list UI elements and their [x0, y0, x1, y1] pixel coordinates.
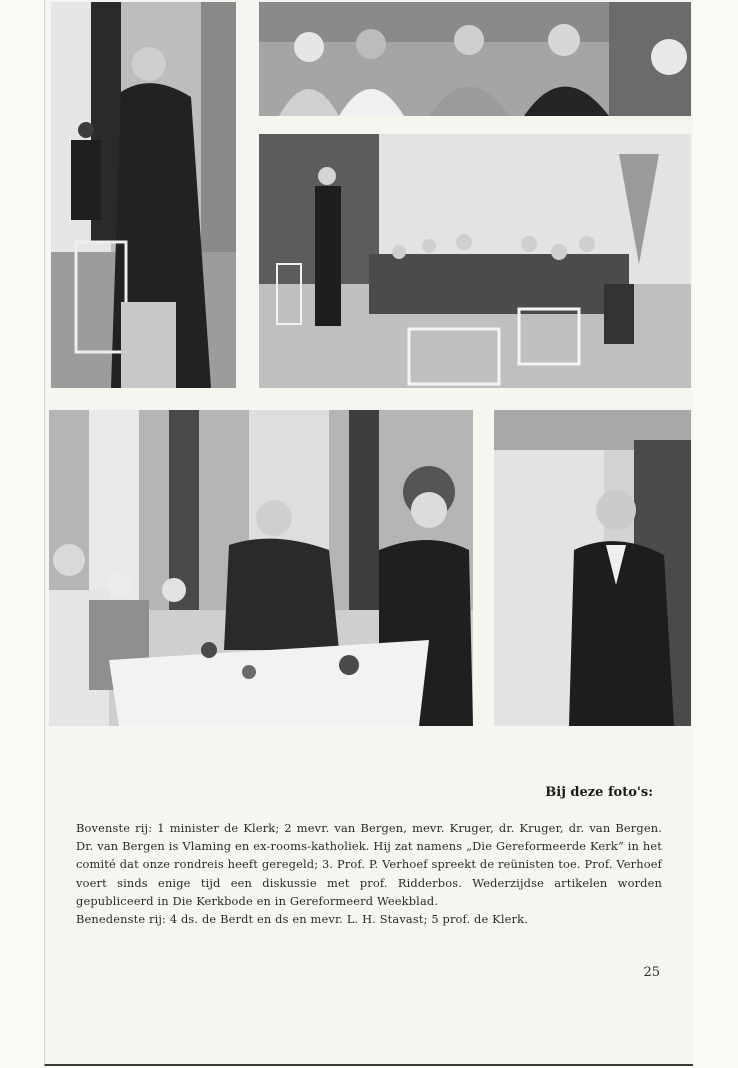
- caption-bottom-row: Benedenste rij: 4 ds. de Berdt en ds en mevr. L. H. Stavast; 5 prof. de Klerk.: [76, 912, 528, 927]
- photo-prof-verhoef-speaking: [259, 134, 691, 388]
- page-number: 25: [643, 965, 660, 980]
- caption-heading: Bij deze foto's:: [545, 785, 653, 800]
- photo-group-image: [259, 2, 691, 116]
- photo-caption: [76, 819, 662, 928]
- photo-verhoef-image: [259, 134, 691, 388]
- photo-de-berdt-stavast-table: [49, 410, 473, 726]
- caption-top-row: Bovenste rij: 1 minister de Klerk; 2 mevr. van Bergen, mevr. Kruger, dr. Kruger, dr. van Bergen. Dr. van Bergen is Vlaming en ex-rooms-katholiek. Hij zat namens „Die Gereformeerde Kerk” in het comité dat onze rondreis heeft geregeld; 3. Prof. P. Verhoef spreekt de reünisten toe. Prof. Verhoef voert sinds enige tijd een diskussie met prof. Ridderbos. Wederzijdse artikelen worden gepubliceerd in Die Kerkbode en in Gereformeerd Weekblad.: [76, 821, 662, 908]
- photo-group-van-bergen-kruger: [259, 2, 691, 116]
- photo-table-image: [49, 410, 473, 726]
- photo-minister-de-klerk-image: [51, 2, 236, 388]
- magazine-page: [44, 0, 693, 1066]
- photo-minister-de-klerk: [51, 2, 236, 388]
- photo-prof-de-klerk: [494, 410, 691, 726]
- photo-prof-de-klerk-image: [494, 410, 691, 726]
